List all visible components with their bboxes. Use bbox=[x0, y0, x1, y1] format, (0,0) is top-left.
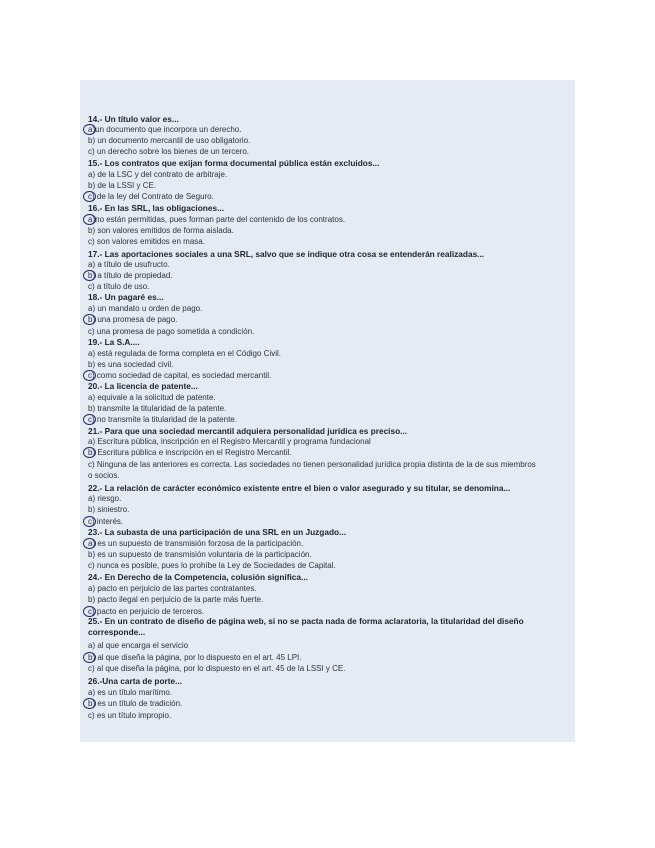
answer-25c: c) al que diseña la página, por lo dispuesto en el art. 45 de la LSSI y CE. bbox=[88, 664, 346, 673]
answer-18c: c) una promesa de pago sometida a condición. bbox=[88, 327, 255, 336]
answer-21a: a) Escritura pública, inscripción en el Registro Mercantil y programa fundacional bbox=[88, 437, 371, 446]
answer-23c: c) nunca es posible, pues lo prohíbe la Ley de Sociedades de Capital. bbox=[88, 561, 336, 570]
answer-mark-circle bbox=[83, 314, 96, 325]
answer-mark-circle bbox=[83, 191, 96, 202]
answer-mark-circle bbox=[83, 270, 96, 281]
answer-24a: a) pacto en perjuicio de las partes contratantes. bbox=[88, 584, 257, 593]
answer-16a: a)no están permitidas, pues forman parte del contenido de los contratos. bbox=[88, 215, 346, 224]
answer-17c: c) a título de uso. bbox=[88, 282, 150, 291]
question-23: 23.- La subasta de una participación de una SRL en un Juzgado... bbox=[88, 527, 347, 537]
answer-mark-circle bbox=[83, 214, 96, 225]
answer-mark-circle bbox=[83, 538, 96, 549]
answer-14c: c) un derecho sobre los bienes de un tercero. bbox=[88, 147, 249, 156]
answer-15c: c) de la ley del Contrato de Seguro. bbox=[88, 192, 214, 201]
answer-25b: b) al que diseña la página, por lo dispuesto en el art. 45 LPI. bbox=[88, 653, 302, 662]
answer-mark-circle bbox=[83, 698, 96, 709]
answer-24c: c) pacto en perjuicio de terceros. bbox=[88, 607, 205, 616]
answer-16c: c) son valores emitidos en masa. bbox=[88, 237, 205, 246]
question-15: 15.- Los contratos que exijan forma documental pública están excluidos... bbox=[88, 158, 380, 168]
answer-20b: b) transmite la titularidad de la patente. bbox=[88, 404, 227, 413]
answer-25a: a) al que encarga el servicio bbox=[88, 641, 189, 650]
question-14: 14.- Un título valor es... bbox=[88, 114, 179, 124]
answer-20a: a) equivale a la solicitud de patente. bbox=[88, 393, 216, 402]
question-19: 19.- La S.A.... bbox=[88, 337, 140, 347]
answer-23b: b) es un supuesto de transmisión voluntaria de la participación. bbox=[88, 550, 312, 559]
answer-20c: c) no transmite la titularidad de la patente. bbox=[88, 415, 237, 424]
answer-17b: b) a título de propiedad. bbox=[88, 271, 173, 280]
exam-sheet bbox=[80, 80, 575, 742]
answer-22c: c) interés. bbox=[88, 517, 124, 526]
answer-26b: b) es un título de tradición. bbox=[88, 699, 183, 708]
answer-26c: c) es un título impropio. bbox=[88, 711, 172, 720]
answer-21b: b) Escritura pública e inscripción en el Registro Mercantil. bbox=[88, 448, 292, 457]
question-22: 22.- La relación de carácter económico existente entre el bien o valor asegurado y su titular, se denomina... bbox=[88, 483, 511, 493]
answer-14a: a)un documento que incorpora un derecho. bbox=[88, 125, 242, 134]
question-17: 17.- Las aportaciones sociales a una SRL, salvo que se indique otra cosa se entenderán realizadas... bbox=[88, 249, 485, 259]
answer-17a: a) a título de usufructo. bbox=[88, 260, 170, 269]
answer-16b: b) son valores emitidos de forma aislada. bbox=[88, 226, 234, 235]
question-20: 20.- La licencia de patente... bbox=[88, 381, 198, 391]
answer-24b: b) pacto ilegal en perjuicio de la parte más fuerte. bbox=[88, 595, 264, 604]
answer-19b: b) es una sociedad civil. bbox=[88, 360, 174, 369]
answer-19a: a) está regulada de forma completa en el Código Civil. bbox=[88, 349, 281, 358]
answer-15b: b) de la LSSI y CE. bbox=[88, 181, 157, 190]
answer-mark-circle bbox=[83, 606, 96, 617]
answer-mark-circle bbox=[83, 124, 96, 135]
answer-22b: b) siniestro. bbox=[88, 505, 130, 514]
answer-23a: a) es un supuesto de transmisión forzosa de la participación. bbox=[88, 539, 304, 548]
answer-14b: b) un documento mercantil de uso obligatorio. bbox=[88, 136, 251, 145]
answer-15a: a) de la LSC y del contrato de arbitraje. bbox=[88, 170, 228, 179]
answer-19c: c) como sociedad de capital, es sociedad mercantil. bbox=[88, 371, 272, 380]
question-21: 21.- Para que una sociedad mercantil adquiera personalidad jurídica es preciso... bbox=[88, 426, 408, 436]
question-26: 26.-Una carta de porte... bbox=[88, 676, 183, 686]
question-18: 18.- Un pagaré es... bbox=[88, 292, 164, 302]
question-25: 25.- En un contrato de diseño de página web, si no se pacta nada de forma aclaratoria, la titularidad del diseño corresponde... bbox=[88, 616, 524, 637]
answer-18a: a) un mandato u orden de pago. bbox=[88, 304, 203, 313]
answer-26a: a) es un título marítimo. bbox=[88, 688, 173, 697]
answer-mark-circle bbox=[83, 370, 96, 381]
question-24: 24.- En Derecho de la Competencia, colusión significa... bbox=[88, 572, 308, 582]
answer-mark-circle bbox=[83, 652, 96, 663]
answer-mark-circle bbox=[83, 414, 96, 425]
answer-18b: b) una promesa de pago. bbox=[88, 315, 178, 324]
answer-21c: c) Ninguna de las anteriores es correcta. Las sociedades no tienen personalidad jurídica propia distinta de la de sus miembros o socios. bbox=[88, 460, 536, 480]
answer-mark-circle bbox=[83, 516, 96, 527]
answer-22a: a) riesgo. bbox=[88, 494, 122, 503]
question-16: 16.- En las SRL, las obligaciones... bbox=[88, 203, 225, 213]
answer-mark-circle bbox=[83, 447, 96, 458]
